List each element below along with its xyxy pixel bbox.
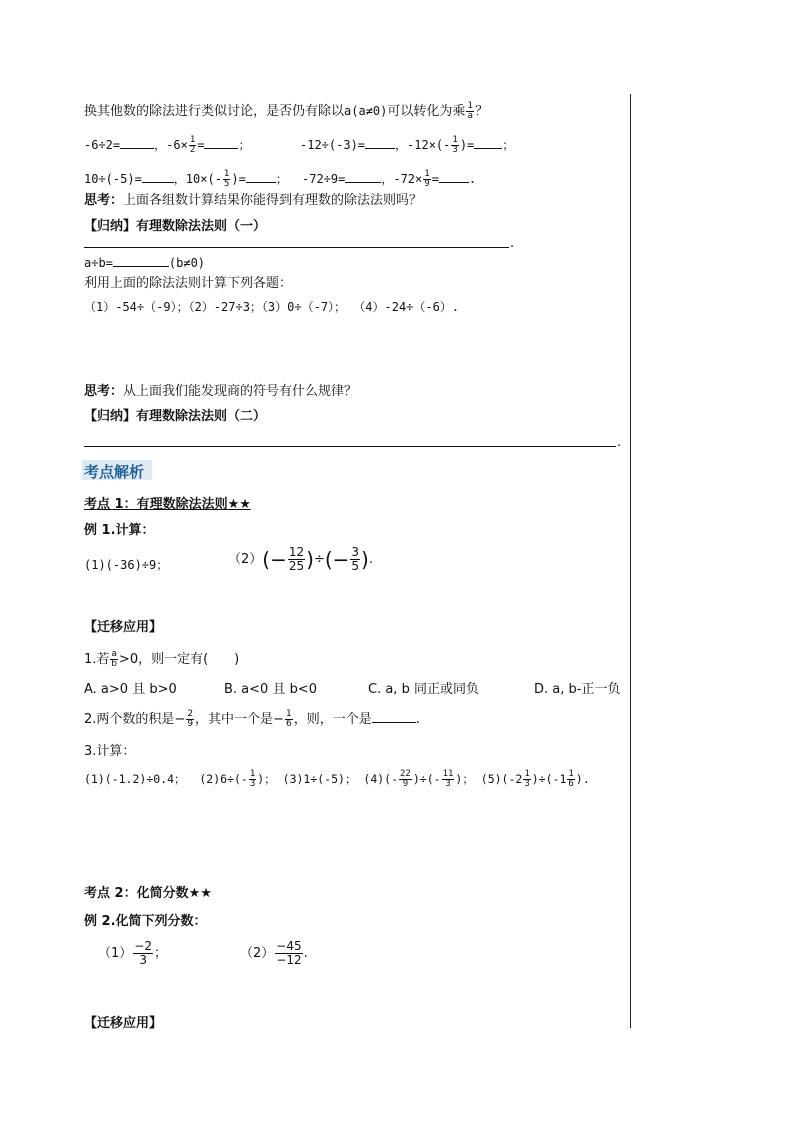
think-label: 思考： — [84, 384, 124, 399]
intro-text: 换其他数的除法进行类似讨论，是否仍有除以 — [84, 104, 345, 119]
point-1-title: 考点 1：有理数除法法则★★ — [84, 497, 251, 512]
equals: = — [431, 172, 439, 186]
think-label: 思考： — [84, 193, 124, 208]
example-1-label: 例 1.计算： — [84, 523, 155, 538]
answer-blank[interactable] — [439, 170, 469, 183]
exercise-row-2-right — [302, 170, 476, 189]
period-mark: . — [617, 435, 622, 450]
row2-expr-a: 10÷(-5)= — [84, 172, 142, 186]
formula-condition: (b≠0) — [168, 256, 206, 270]
answer-line[interactable] — [84, 247, 509, 248]
fraction-neg2-3: $\frac{-2}{3}$ — [134, 939, 152, 967]
answer-blank[interactable] — [365, 136, 395, 149]
option-b[interactable]: B. a<0 且 b<0 — [224, 682, 317, 697]
semicolon: ； — [502, 138, 515, 152]
answer-blank[interactable] — [204, 136, 238, 149]
fraction-12-25: $\frac{12}{25}$ — [288, 545, 305, 573]
period: . — [303, 946, 308, 961]
fraction-1-over-a: $\frac{1}{a}$ — [467, 101, 474, 121]
row1-expr-d: ，-12×(- — [395, 138, 451, 152]
fraction-2-9: $\frac{2}{9}$ — [187, 709, 194, 729]
answer-blank[interactable] — [246, 170, 276, 183]
part-label: （2） — [240, 946, 275, 961]
question-1 — [84, 648, 239, 669]
intro-question-mark: ？ — [475, 104, 489, 119]
q3-item-1: (1)(-1.2)÷0.4； — [84, 772, 186, 786]
answer-blank[interactable] — [113, 254, 169, 267]
equals: = — [197, 138, 205, 152]
rule-1-heading: 【归纳】有理数除法法则（一） — [84, 219, 267, 234]
q3-item-4-mid: )÷(- — [412, 772, 441, 786]
exercise-row-2-left — [84, 170, 288, 189]
answer-blank[interactable] — [142, 170, 174, 183]
q3-item-4: (4)(- — [363, 772, 399, 786]
think-text: 上面各组数计算结果你能得到有理数的除法法则吗？ — [123, 193, 423, 208]
transfer-1-heading: 【迁移应用】 — [84, 620, 163, 635]
fraction-1-3: $\frac{1}{3}$ — [452, 135, 458, 155]
divide-sign: ÷ — [313, 552, 325, 567]
q3-item-2-end: )； — [257, 772, 276, 786]
example-1-part-2: （2）(− $\frac{12}{25}$ )÷(− $\frac{3}{5}$ ). — [228, 545, 373, 573]
fraction-1-9: $\frac{1}{9}$ — [424, 169, 430, 189]
fraction-1-3: $\frac{1}{3}$ — [249, 769, 256, 789]
part-label: （1） — [98, 946, 133, 961]
q3-item-2: (2)6÷(- — [199, 772, 248, 786]
close-paren-equals: )= — [231, 172, 246, 186]
q2-end: ，则，一个是 — [293, 712, 372, 727]
rule-1-formula — [84, 254, 205, 270]
margin-vertical-rule — [630, 94, 631, 1028]
q3-item-5-end: ). — [575, 772, 590, 786]
semicolon: ； — [153, 946, 167, 961]
example-2-part-2 — [240, 940, 308, 967]
fraction-22-9: $\frac{22}{9}$ — [400, 769, 411, 789]
semicolon: ； — [238, 138, 251, 152]
option-d[interactable]: D. a, b-正一负 — [534, 682, 621, 697]
section-title: 考点解析 — [84, 463, 145, 481]
think-text: 从上面我们能发现商的符号有什么规律？ — [123, 384, 358, 399]
rule-2-heading: 【归纳】有理数除法法则（二） — [84, 409, 267, 424]
fraction-1-5: $\frac{1}{5}$ — [223, 169, 230, 189]
answer-blank[interactable] — [345, 170, 381, 183]
q3-item-5: (5)(-2 — [480, 772, 523, 786]
transfer-2-heading: 【迁移应用】 — [84, 1016, 163, 1031]
think-question-1 — [84, 189, 422, 208]
fraction-1-3: $\frac{1}{3}$ — [524, 769, 530, 789]
row1-expr-b: ，-6× — [154, 138, 188, 152]
q3-item-3: (3)1÷(-5)； — [282, 772, 357, 786]
intro-text-mid: 可以转化为乘 — [387, 104, 466, 119]
example-1-part-1: (1)(-36)÷9； — [84, 558, 169, 572]
fraction-1-6: $\frac{1}{6}$ — [568, 769, 574, 789]
answer-blank[interactable] — [474, 136, 502, 149]
period-mark: . — [510, 236, 515, 251]
point-2-title: 考点 2：化简分数★★ — [84, 886, 212, 901]
example-2-part-1 — [98, 940, 167, 967]
question-2: 2.两个数的积是− $\frac{2}{9}$ ，其中一个是− $\frac{1}{6}$ ，则，一个是 . — [84, 709, 420, 729]
fraction-1-6: $\frac{1}{6}$ — [285, 709, 292, 729]
fraction-3-5: $\frac{3}{5}$ — [351, 545, 360, 573]
q1-prefix: 1.若 — [84, 652, 110, 667]
option-a[interactable]: A. a>0 且 b>0 — [84, 682, 177, 697]
row2-expr-d: ，-72× — [381, 172, 423, 186]
part-label: （2） — [228, 552, 263, 567]
formula-a-div-b: a÷b= — [84, 256, 113, 270]
exercise-row-1-right — [300, 136, 514, 155]
fraction-1-2: $\frac{1}{2}$ — [189, 135, 196, 155]
answer-blank[interactable] — [120, 136, 154, 149]
semicolon: ； — [275, 172, 288, 186]
intro-question — [84, 100, 488, 121]
q3-item-4-end: )； — [455, 772, 474, 786]
fraction-neg45-neg12: $\frac{-45}{-12}$ — [276, 939, 302, 967]
q2-prefix: 2.两个数的积是 — [84, 712, 175, 727]
fraction-a-b: $\frac{a}{b}$ — [111, 649, 118, 669]
example-2-label: 例 2.化简下列分数： — [84, 914, 207, 929]
close-paren-equals: )= — [459, 138, 475, 152]
answer-line[interactable] — [84, 446, 616, 447]
fraction-11-3: $\frac{11}{3}$ — [442, 769, 454, 789]
think-question-2 — [84, 380, 357, 399]
apply-instruction: 利用上面的除法法则计算下列各题： — [84, 276, 293, 291]
exercise-row-1-left — [84, 136, 250, 155]
row1-expr-c: -12÷(-3)= — [300, 138, 366, 152]
row1-expr-a: -6÷2= — [84, 138, 121, 152]
row2-expr-b: ，10×(- — [173, 172, 222, 186]
answer-blank[interactable] — [372, 710, 416, 723]
row2-expr-c: -72÷9= — [302, 172, 346, 186]
q1-text: >0，则一定有( ) — [118, 652, 240, 667]
apply-items: （1）-54÷（-9）；（2）-27÷3；（3）0÷（-7）； （4）-24÷（-6）. — [84, 300, 460, 314]
question-3-label: 3.计算： — [84, 744, 136, 759]
option-c[interactable]: C. a, b 同正或同负 — [368, 682, 479, 697]
q2-mid: ，其中一个是 — [195, 712, 274, 727]
question-3-items — [84, 770, 590, 789]
q3-item-5-mid: )÷(-1 — [531, 772, 567, 786]
period: . — [468, 172, 477, 186]
intro-condition: a(a≠0) — [344, 104, 388, 118]
